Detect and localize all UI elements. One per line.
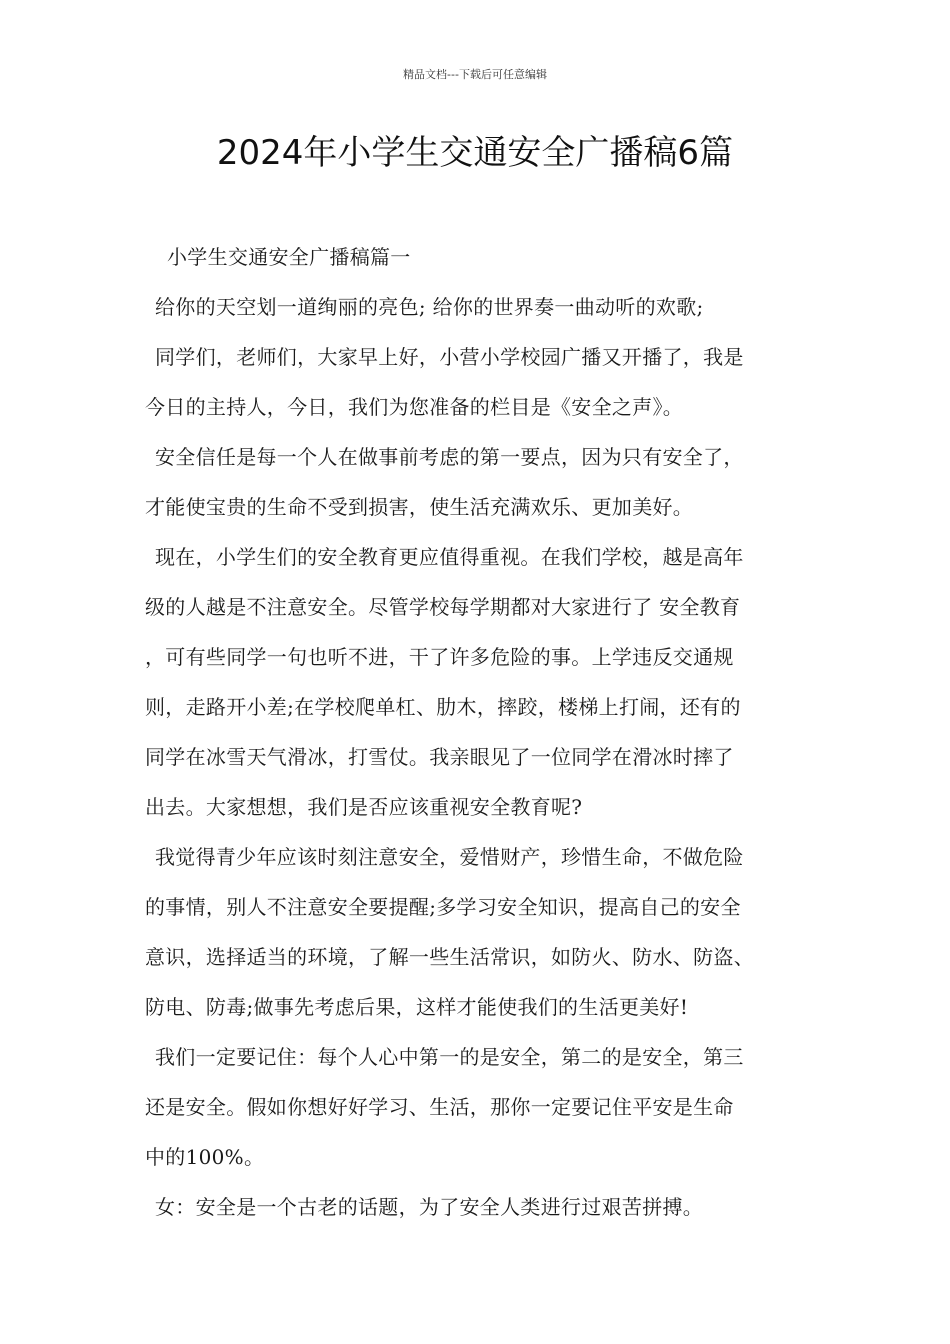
text-line: 今日的主持人，今日，我们为您准备的栏目是《安全之声》。 xyxy=(145,395,684,419)
paragraph-lines xyxy=(145,282,825,1232)
text-line: 级的人越是不注意安全。尽管学校每学期都对大家进行了 安全教育 xyxy=(145,595,741,619)
text-line: 还是安全。假如你想好好学习、生活，那你一定要记住平安是生命 xyxy=(145,1095,734,1119)
text-line: 出去。大家想想，我们是否应该重视安全教育呢? xyxy=(145,795,583,819)
text-line: 的事情，别人不注意安全要提醒;多学习安全知识，提高自己的安全 xyxy=(145,895,741,919)
text-line: 防电、防毒;做事先考虑后果，这样才能使我们的生活更美好! xyxy=(145,995,689,1019)
text-line: 则，走路开小差;在学校爬单杠、肋木，摔跤，楼梯上打闹，还有的 xyxy=(145,695,741,719)
document-body xyxy=(145,232,825,1232)
text-line: 给你的天空划一道绚丽的亮色; 给你的世界奏一曲动听的欢歌; xyxy=(155,295,704,319)
document-title: 2024年小学生交通安全广播稿6篇 xyxy=(216,133,734,173)
text-line: 我们一定要记住：每个人心中第一的是安全，第二的是安全，第三 xyxy=(155,1045,744,1069)
text-line: 意识，选择适当的环境，了解一些生活常识，如防火、防水、防盗、 xyxy=(145,945,754,969)
text-line: 同学在冰雪天气滑冰，打雪仗。我亲眼见了一位同学在滑冰时摔了 xyxy=(145,745,734,769)
text-line: 才能使宝贵的生命不受到损害，使生活充满欢乐、更加美好。 xyxy=(145,495,694,519)
header-note: 精品文档---下载后可任意编辑 xyxy=(403,68,547,81)
text-line: 我觉得青少年应该时刻注意安全，爱惜财产，珍惜生命，不做危险 xyxy=(155,845,744,869)
text-line: 现在，小学生们的安全教育更应值得重视。在我们学校，越是高年 xyxy=(155,545,744,569)
text-line: 安全信任是每一个人在做事前考虑的第一要点，因为只有安全了， xyxy=(155,445,744,469)
text-line: 女：安全是一个古老的话题，为了安全人类进行过艰苦拼搏。 xyxy=(155,1195,704,1219)
text-line: 同学们，老师们，大家早上好，小营小学校园广播又开播了，我是 xyxy=(155,345,744,369)
text-line: 中的100%。 xyxy=(145,1145,265,1169)
text-line: ，可有些同学一句也听不进，干了许多危险的事。上学违反交通规 xyxy=(145,645,734,669)
section-heading: 小学生交通安全广播稿篇一 xyxy=(167,245,411,269)
